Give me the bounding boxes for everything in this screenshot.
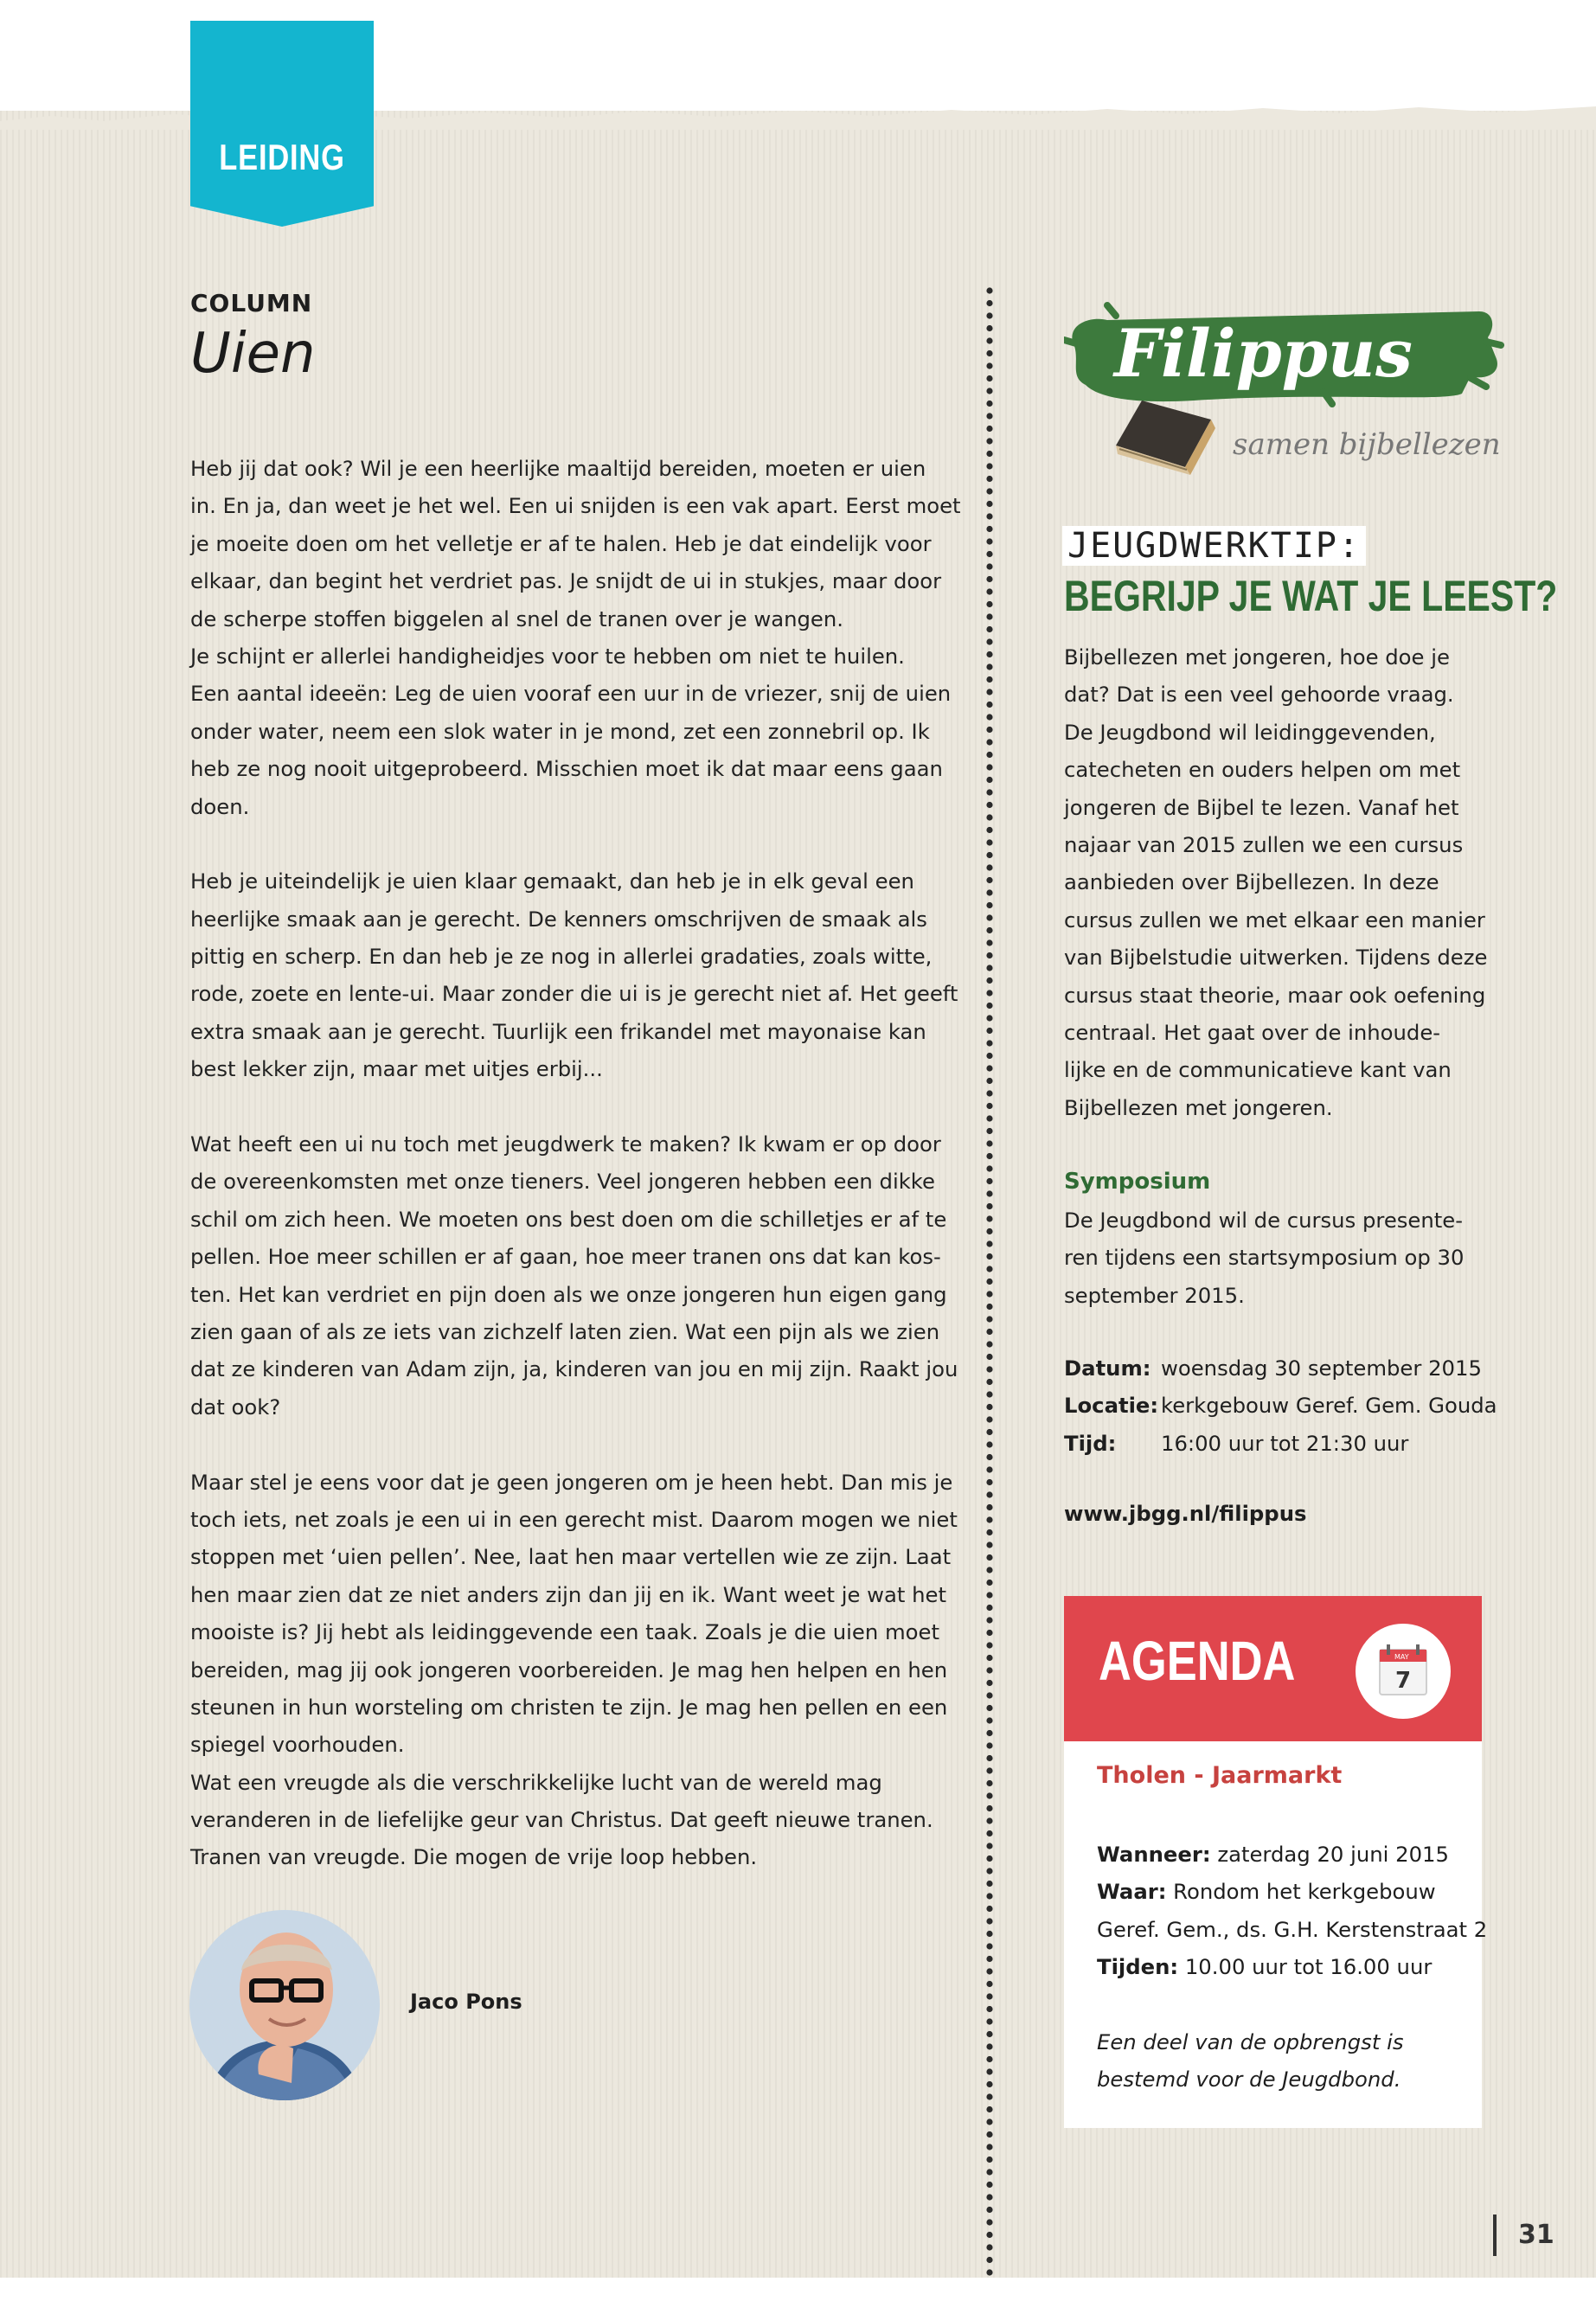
divider-dot bbox=[986, 2093, 992, 2099]
divider-dot bbox=[986, 764, 992, 770]
column-text-line: hen maar zien dat ze niet anders zijn dan jij en ik. Want weet je wat het bbox=[190, 1581, 947, 1607]
divider-dot bbox=[986, 375, 992, 381]
column-text-line: pellen. Hoe meer schillen er af gaan, hoe meer tranen ons dat kan kos- bbox=[190, 1244, 941, 1270]
divider-dot bbox=[986, 727, 992, 733]
divider-dot bbox=[986, 526, 992, 532]
divider-dot bbox=[986, 839, 992, 845]
event-note-2: bestemd voor de Jeugdbond. bbox=[1097, 2067, 1401, 2093]
column-text-line: schil om zich heen. We moeten ons best doen om die schilletjes er af te bbox=[190, 1206, 947, 1232]
divider-dot bbox=[986, 1491, 992, 1497]
author-portrait bbox=[189, 1910, 380, 2100]
column-text-line: dat ze kinderen van Adam zijn, ja, kinderen van jou en mij zijn. Raakt jou bbox=[190, 1356, 958, 1382]
calendar-icon bbox=[1356, 1624, 1451, 1719]
filippus-text-line: cursus staat theorie, maar ook oefening bbox=[1064, 982, 1486, 1008]
divider-dot bbox=[986, 1730, 992, 1736]
filippus-text-line: aanbieden over Bijbellezen. In deze bbox=[1064, 869, 1439, 895]
divider-dot bbox=[986, 1391, 992, 1397]
divider-dot bbox=[986, 451, 992, 457]
divider-dot bbox=[986, 613, 992, 619]
divider-dot bbox=[986, 777, 992, 783]
tip-label: JEUGDWERKTIP: bbox=[1062, 526, 1366, 566]
column-text-line: dat ook? bbox=[190, 1394, 281, 1420]
divider-dot bbox=[986, 2043, 992, 2049]
paragraph-gap bbox=[190, 825, 943, 862]
section-tab bbox=[190, 21, 374, 227]
divider-dot bbox=[986, 1893, 992, 1899]
divider-dot bbox=[986, 1529, 992, 1535]
divider-dot bbox=[986, 864, 992, 870]
column-text-line: rode, zoete en lente-ui. Maar zonder die ui is je gerecht niet af. Het geeft bbox=[190, 981, 958, 1007]
page-number: 31 bbox=[1518, 2220, 1554, 2250]
divider-dot bbox=[986, 689, 992, 695]
agenda-header bbox=[1064, 1596, 1482, 1741]
divider-dot bbox=[986, 1680, 992, 1686]
divider-dot bbox=[986, 1103, 992, 1109]
divider-dot bbox=[986, 2131, 992, 2138]
divider-dot bbox=[986, 1228, 992, 1234]
column-text-line: Heb jij dat ook? Wil je een heerlijke maaltijd bereiden, moeten er uien bbox=[190, 456, 926, 481]
column-text-line: pittig en scherp. En dan heb je ze nog in allerlei gradaties, zoals witte, bbox=[190, 944, 933, 970]
divider-dot bbox=[986, 426, 992, 432]
column-text-line: Wat een vreugde als die verschrikkelijke lucht van de wereld mag bbox=[190, 1769, 882, 1795]
paragraph-gap bbox=[190, 1426, 943, 1463]
divider-dot bbox=[986, 350, 992, 356]
column-text-line: spiegel voorhouden. bbox=[190, 1732, 405, 1758]
divider-dot bbox=[986, 1956, 992, 1962]
tip-headline: BEGRIJP JE WAT JE LEEST? bbox=[1064, 572, 1558, 620]
divider-dot bbox=[986, 1617, 992, 1623]
column-text-line: best lekker zijn, maar met uitjes erbij... bbox=[190, 1056, 603, 1082]
divider-dot bbox=[986, 1153, 992, 1159]
event-where: Waar: Rondom het kerkgebouw bbox=[1097, 1879, 1436, 1905]
filippus-logo bbox=[1064, 290, 1505, 497]
divider-dot bbox=[986, 1843, 992, 1849]
divider-dot bbox=[986, 2018, 992, 2024]
divider-dot bbox=[986, 1931, 992, 1937]
divider-dot bbox=[986, 312, 992, 318]
divider-dot bbox=[986, 1805, 992, 1811]
column-text-line: je moeite doen om het velletje er af te halen. Heb je dat eindelijk voor bbox=[190, 530, 932, 556]
column-text-line: doen. bbox=[190, 793, 250, 819]
divider-dot bbox=[986, 1316, 992, 1322]
logo-title: Filippus bbox=[1114, 315, 1413, 392]
divider-dot bbox=[986, 1705, 992, 1711]
divider-dot bbox=[986, 1792, 992, 1798]
divider-dot bbox=[986, 952, 992, 958]
divider-dot bbox=[986, 1416, 992, 1422]
divider-dot bbox=[986, 1554, 992, 1561]
column-text-line: onder water, neem een slok water in je mond, zet een zonnebril op. Ik bbox=[190, 718, 930, 744]
divider-dot bbox=[986, 1429, 992, 1435]
symposium-text-line: ren tijdens een startsymposium op 30 bbox=[1064, 1245, 1465, 1271]
divider-dot bbox=[986, 1040, 992, 1046]
divider-dot bbox=[986, 1742, 992, 1748]
divider-dot bbox=[986, 576, 992, 582]
divider-dot bbox=[986, 1190, 992, 1196]
column-body bbox=[190, 450, 961, 1876]
divider-dot bbox=[986, 1755, 992, 1761]
divider-dot bbox=[986, 1667, 992, 1673]
divider-dot bbox=[986, 2081, 992, 2087]
divider-dot bbox=[986, 1215, 992, 1221]
column-text-line: steunen in hun worsteling om christen te zijn. Je mag hen pellen en een bbox=[190, 1694, 948, 1720]
divider-dot bbox=[986, 1003, 992, 1009]
column-text-line: de scherpe stoffen biggelen al snel de tranen over je wangen. bbox=[190, 606, 843, 631]
divider-dot bbox=[986, 538, 992, 544]
divider-dot bbox=[986, 702, 992, 708]
column-text-line: bereiden, mag jij ook jongeren voorbereiden. Je mag hen helpen en hen bbox=[190, 1657, 948, 1682]
divider-dot bbox=[986, 990, 992, 996]
column-text-line: Maar stel je eens voor dat je geen jongeren om je heen hebt. Dan mis je bbox=[190, 1469, 953, 1495]
divider-dot bbox=[986, 1906, 992, 1912]
divider-dot bbox=[986, 2106, 992, 2112]
svg-text:7: 7 bbox=[1395, 1668, 1412, 1694]
divider-dot bbox=[986, 1329, 992, 1335]
divider-dot bbox=[986, 501, 992, 507]
column-kicker: COLUMN bbox=[190, 289, 313, 317]
divider-dot bbox=[986, 2207, 992, 2213]
divider-dot bbox=[986, 1165, 992, 1171]
divider-dot bbox=[986, 1028, 992, 1034]
divider-dot bbox=[986, 413, 992, 419]
column-text-line: ten. Het kan verdriet en pijn doen als we onze jongeren hun eigen gang bbox=[190, 1281, 947, 1307]
divider-dot bbox=[986, 739, 992, 745]
divider-dot bbox=[986, 2056, 992, 2062]
divider-dot bbox=[986, 362, 992, 369]
filippus-text-line: dat? Dat is een veel gehoorde vraag. bbox=[1064, 682, 1454, 708]
filippus-text-line: jongeren de Bijbel te lezen. Vanaf het bbox=[1064, 794, 1459, 820]
divider-dot bbox=[986, 1466, 992, 1472]
divider-dot bbox=[986, 2169, 992, 2175]
divider-dot bbox=[986, 1993, 992, 1999]
divider-dot bbox=[986, 488, 992, 494]
page-number-bar bbox=[1493, 2214, 1497, 2256]
detail-row-time: Tijd: 16:00 uur tot 21:30 uur bbox=[1064, 1430, 1409, 1456]
divider-dot bbox=[986, 1128, 992, 1134]
column-text-line: mooiste is? Jij hebt als leidinggevende een taak. Zoals je die uien moet bbox=[190, 1619, 939, 1645]
divider-dot bbox=[986, 1203, 992, 1209]
filippus-text-line: centraal. Het gaat over de inhoude- bbox=[1064, 1019, 1441, 1045]
divider-dot bbox=[986, 1692, 992, 1698]
divider-dot bbox=[986, 1266, 992, 1272]
divider-dot bbox=[986, 1567, 992, 1573]
divider-dot bbox=[986, 401, 992, 407]
symposium-text-line: De Jeugdbond wil de cursus presente- bbox=[1064, 1207, 1464, 1233]
divider-dot bbox=[986, 1780, 992, 1786]
divider-dot bbox=[986, 1065, 992, 1071]
column-text-line: Je schijnt er allerlei handigheidjes voor te hebben om niet te huilen. bbox=[190, 643, 905, 669]
divider-dot bbox=[986, 1830, 992, 1836]
divider-dot bbox=[986, 1253, 992, 1259]
event-details bbox=[1064, 1349, 1497, 1462]
divider-dot bbox=[986, 1140, 992, 1146]
divider-dot bbox=[986, 1279, 992, 1285]
agenda-box bbox=[1064, 1596, 1488, 2128]
divider-dot bbox=[986, 814, 992, 820]
divider-dot bbox=[986, 1767, 992, 1773]
divider-dot bbox=[986, 2257, 992, 2263]
divider-dot bbox=[986, 1090, 992, 1096]
divider-dot bbox=[986, 1354, 992, 1360]
svg-text:MAY: MAY bbox=[1394, 1653, 1409, 1661]
column-text-line: in. En ja, dan weet je het wel. Een ui snijden is een vak apart. Eerst moet bbox=[190, 493, 961, 519]
divider-dot bbox=[986, 1053, 992, 1059]
column-text-line: heb ze nog nooit uitgeprobeerd. Misschien moet ik dat maar eens gaan bbox=[190, 756, 943, 782]
divider-dot bbox=[986, 476, 992, 482]
filippus-text-line: cursus zullen we met elkaar een manier bbox=[1064, 907, 1485, 933]
divider-dot bbox=[986, 1868, 992, 1874]
section-tab-label: LEIDING bbox=[219, 137, 345, 177]
column-text-line: stoppen met ‘uien pellen’. Nee, laat hen maar vertellen wie ze zijn. Laat bbox=[190, 1544, 952, 1570]
divider-dot bbox=[986, 1178, 992, 1184]
event-info bbox=[1097, 1836, 1488, 2099]
divider-dot bbox=[986, 2031, 992, 2037]
divider-dot bbox=[986, 939, 992, 945]
column-text-line: de overeenkomsten met onze tieners. Veel jongeren hebben een dikke bbox=[190, 1169, 935, 1195]
divider-dot bbox=[986, 1968, 992, 1974]
divider-dot bbox=[986, 1605, 992, 1611]
event-when: Wanneer: zaterdag 20 juni 2015 bbox=[1097, 1842, 1449, 1867]
divider-dot bbox=[986, 601, 992, 607]
divider-dot bbox=[986, 1115, 992, 1121]
divider-dot bbox=[986, 2157, 992, 2163]
divider-dot bbox=[986, 1379, 992, 1385]
column-text-line: zien gaan of als ze iets van zichzelf laten zien. Wat een pijn als we zien bbox=[190, 1318, 940, 1344]
divider-dot bbox=[986, 663, 992, 670]
divider-dot bbox=[986, 551, 992, 557]
divider-dot bbox=[986, 676, 992, 683]
divider-dot bbox=[986, 1366, 992, 1372]
column-text-line: Heb je uiteindelijk je uien klaar gemaakt, dan heb je in elk geval een bbox=[190, 868, 914, 894]
symposium-heading: Symposium bbox=[1064, 1169, 1211, 1195]
agenda-title: AGENDA bbox=[1099, 1630, 1296, 1692]
divider-dot bbox=[986, 1881, 992, 1887]
column-text-line: heerlijke smaak aan je gerecht. De kenners omschrijven de smaak als bbox=[190, 906, 927, 932]
divider-dot bbox=[986, 1341, 992, 1347]
divider-dot bbox=[986, 2269, 992, 2275]
divider-dot bbox=[986, 626, 992, 632]
divider-dot bbox=[986, 2219, 992, 2225]
logo-subtitle: samen bijbellezen bbox=[1233, 427, 1501, 462]
filippus-text-line: De Jeugdbond wil leidinggevenden, bbox=[1064, 719, 1436, 745]
divider-dot bbox=[986, 752, 992, 758]
author-name: Jaco Pons bbox=[410, 1990, 522, 2014]
divider-dot bbox=[986, 651, 992, 657]
event-times: Tijden: 10.00 uur tot 16.00 uur bbox=[1097, 1954, 1433, 1980]
column-title: Uien bbox=[190, 322, 316, 386]
divider-dot bbox=[986, 300, 992, 306]
column-text-line: Tranen van vreugde. Die mogen de vrije loop hebben. bbox=[190, 1844, 758, 1870]
divider-dot bbox=[986, 1981, 992, 1987]
divider-dot bbox=[986, 2068, 992, 2074]
divider-dot bbox=[986, 563, 992, 569]
divider-dot bbox=[986, 1504, 992, 1510]
divider-dot bbox=[986, 1642, 992, 1648]
filippus-body bbox=[1064, 638, 1514, 1314]
divider-dot bbox=[986, 1454, 992, 1460]
divider-dot bbox=[986, 914, 992, 920]
divider-dot bbox=[986, 1516, 992, 1522]
column-text-line: elkaar, dan begint het verdriet pas. Je snijdt de ui in stukjes, maar door bbox=[190, 568, 942, 594]
symposium-text-line: september 2015. bbox=[1064, 1282, 1245, 1308]
divider-dot bbox=[986, 2182, 992, 2188]
divider-dot bbox=[986, 337, 992, 343]
filippus-text-line: Bijbellezen met jongeren, hoe doe je bbox=[1064, 644, 1450, 670]
divider-dot bbox=[986, 977, 992, 984]
column-text-line: toch iets, net zoals je een ui in een gerecht mist. Daarom mogen we niet bbox=[190, 1506, 958, 1532]
divider-dot bbox=[986, 1404, 992, 1410]
divider-dot bbox=[986, 2194, 992, 2200]
divider-dot bbox=[986, 2006, 992, 2012]
divider-dot bbox=[986, 1580, 992, 1586]
divider-dot bbox=[986, 1655, 992, 1661]
paragraph-gap bbox=[190, 1088, 943, 1125]
divider-dot bbox=[986, 2118, 992, 2125]
divider-dot bbox=[986, 463, 992, 469]
divider-dot bbox=[986, 877, 992, 883]
detail-row-date: Datum: woensdag 30 september 2015 bbox=[1064, 1356, 1482, 1381]
divider-dot bbox=[986, 902, 992, 908]
divider-dot bbox=[986, 1943, 992, 1949]
divider-dot bbox=[986, 852, 992, 858]
divider-dot bbox=[986, 1291, 992, 1297]
filippus-text-line: Bijbellezen met jongeren. bbox=[1064, 1094, 1333, 1120]
divider-dot bbox=[986, 2144, 992, 2150]
divider-dot bbox=[986, 1918, 992, 1924]
divider-dot bbox=[986, 325, 992, 331]
column-text-line: Wat heeft een ui nu toch met jeugdwerk te maken? Ik kwam er op door bbox=[190, 1131, 941, 1157]
divider-dot bbox=[986, 388, 992, 394]
column-text-line: veranderen in de liefelijke geur van Christus. Dat geeft nieuwe tranen. bbox=[190, 1807, 933, 1833]
divider-dot bbox=[986, 802, 992, 808]
divider-dot bbox=[986, 714, 992, 720]
divider-dot bbox=[986, 1717, 992, 1723]
divider-dot bbox=[986, 1441, 992, 1447]
detail-row-location: Locatie: kerkgebouw Geref. Gem. Gouda bbox=[1064, 1393, 1497, 1419]
divider-dot bbox=[986, 889, 992, 895]
divider-dot bbox=[986, 1592, 992, 1598]
divider-dot bbox=[986, 1817, 992, 1823]
divider-dot bbox=[986, 1240, 992, 1247]
column-text-line: extra smaak aan je gerecht. Tuurlijk een frikandel met mayonaise kan bbox=[190, 1018, 926, 1044]
divider-dot bbox=[986, 638, 992, 644]
divider-dot bbox=[986, 1541, 992, 1548]
divider-dot bbox=[986, 513, 992, 519]
divider-dot bbox=[986, 1856, 992, 1862]
event-title: Tholen - Jaarmarkt bbox=[1097, 1762, 1343, 1789]
event-where-2: Geref. Gem., ds. G.H. Kerstenstraat 2 bbox=[1097, 1916, 1488, 1942]
filippus-text-line: najaar van 2015 zullen we een cursus bbox=[1064, 831, 1464, 857]
divider-dot bbox=[986, 1479, 992, 1485]
column-text-line: Een aantal ideeën: Leg de uien vooraf een uur in de vriezer, snij de uien bbox=[190, 681, 952, 707]
filippus-text-line: van Bijbelstudie uitwerken. Tijdens deze bbox=[1064, 945, 1488, 971]
divider-dot bbox=[986, 588, 992, 594]
event-note-1: Een deel van de opbrengst is bbox=[1097, 2029, 1404, 2054]
divider-dot bbox=[986, 1078, 992, 1084]
dotted-divider bbox=[984, 285, 995, 2284]
divider-dot bbox=[986, 927, 992, 933]
divider-dot bbox=[986, 1630, 992, 1636]
bible-icon bbox=[1116, 401, 1215, 475]
divider-dot bbox=[986, 1304, 992, 1310]
divider-dot bbox=[986, 287, 992, 293]
filippus-text-line: lijke en de communicatieve kant van bbox=[1064, 1057, 1452, 1083]
filippus-text-line: catecheten en ouders helpen om met bbox=[1064, 757, 1461, 783]
divider-dot bbox=[986, 827, 992, 833]
divider-dot bbox=[986, 1015, 992, 1021]
divider-dot bbox=[986, 2244, 992, 2250]
divider-dot bbox=[986, 965, 992, 971]
divider-dot bbox=[986, 2232, 992, 2238]
divider-dot bbox=[986, 789, 992, 795]
website-link[interactable]: www.jbgg.nl/filippus bbox=[1064, 1501, 1307, 1526]
divider-dot bbox=[986, 438, 992, 444]
